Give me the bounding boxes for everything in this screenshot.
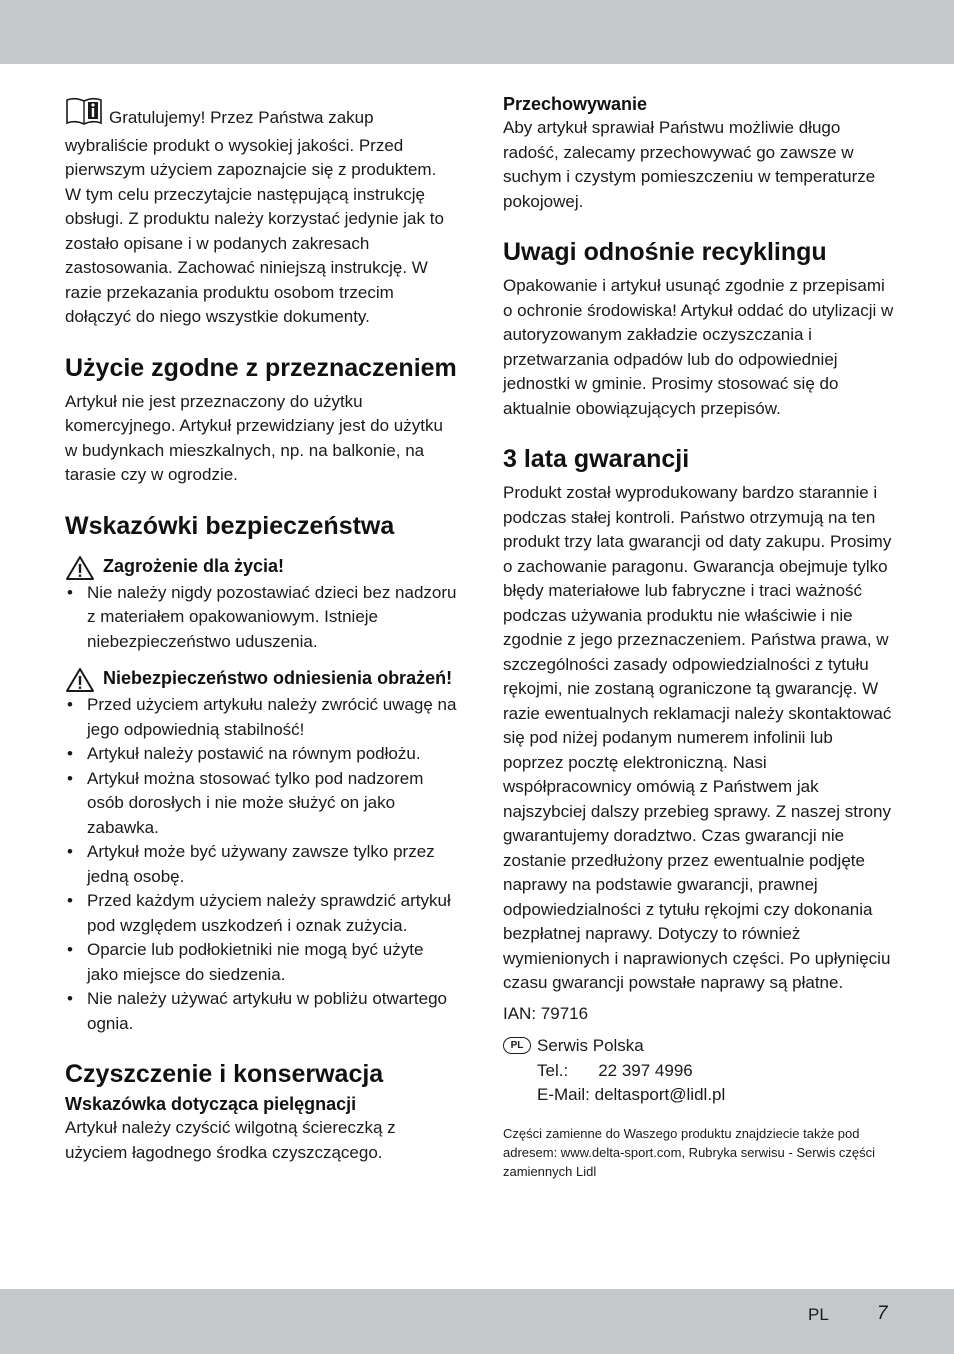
pl-country-badge: PL [503, 1037, 531, 1054]
spare-parts-note: Części zamienne do Waszego produktu znajdziecie także pod adresem: www.delta-sport.com, Rubryka serwisu - Serwis części zamiennych Lidl [503, 1125, 876, 1179]
service-lines [537, 1034, 725, 1108]
tel-value: 22 397 4996 [598, 1060, 693, 1080]
usage-text: Artykuł nie jest przeznaczony do użytku komercyjnego. Artykuł przewidziany jest do użytku w budynkach mieszkalnych, np. na balkonie, na tarasie czy w ogrodzie. [65, 391, 443, 484]
cleaning-subheading: Wskazówka dotycząca pielęgnacji [65, 1094, 357, 1114]
cleaning-heading: Czyszczenie i konserwacja [65, 1060, 384, 1088]
warning-injury-list [65, 693, 457, 1036]
tel-label: Tel.: [537, 1060, 569, 1080]
warning-triangle-icon [65, 555, 95, 581]
service-block [503, 1034, 895, 1108]
list-item: • Nie należy nigdy pozostawiać dzieci bez nadzoru z materiałem opakowaniowym. Istnieje niebezpieczeństwo uduszenia. [65, 581, 457, 655]
usage-heading: Użycie zgodne z przeznaczeniem [65, 353, 457, 382]
storage-heading: Przechowywanie [503, 94, 648, 114]
list-item: • Przed każdym użyciem należy sprawdzić artykuł pod względem uszkodzeń i oznak zużycia. [65, 889, 457, 938]
footer-language: PL [808, 1305, 829, 1324]
service-tel [537, 1059, 725, 1084]
cleaning-text: Artykuł należy czyścić wilgotną ściereczką z użyciem łagodnego środka czyszczącego. [65, 1118, 396, 1162]
warning-life-title: Zagrożenie dla życia! [103, 555, 285, 576]
page-number: 7 [877, 1303, 888, 1324]
ian-number: IAN: 79716 [503, 1003, 589, 1023]
top-band [0, 0, 954, 64]
left-column [65, 92, 457, 1165]
warning-triangle-icon [65, 667, 95, 693]
info-book-icon [65, 96, 103, 134]
storage-text: Aby artykuł sprawiał Państwu możliwie długo radość, zalecamy przechowywać go zawsze w suchym i czystym pomieszczeniu w temperaturze pokojowej. [503, 118, 876, 211]
recycling-text: Opakowanie i artykuł usunąć zgodnie z przepisami o ochronie środowiska! Artykuł oddać do utylizacji w autoryzowanym zakładzie oczyszczania i przetwarzania odpadów lub do odpowiedniej jednostki w gminie. Prosimy stosować się do aktualnie obowiązujących przepisów. [503, 276, 894, 418]
warranty-heading: 3 lata gwarancji [503, 445, 690, 473]
list-item: • Artykuł można stosować tylko pod nadzorem osób dorosłych i nie może służyć on jako zabawka. [65, 767, 457, 841]
list-item: • Przed użyciem artykułu należy zwrócić uwagę na jego odpowiednią stabilność! [65, 693, 457, 742]
warning-injury-title: Niebezpieczeństwo odniesienia obrażeń! [103, 668, 453, 688]
list-item: • Oparcie lub podłokietniki nie mogą być użyte jako miejsce do siedzenia. [65, 938, 457, 987]
intro-text: Gratulujemy! Przez Państwa zakup wybraliście produkt o wysokiej jakości. Przed pierwszym użyciem zapoznajcie się z produktem. W tym celu przeczytajcie następującą instrukcję obsługi. Z produktu należy korzystać jedynie jak to zostało opisane i w podanych zakresach zastosowania. Zachować niniejszą instrukcję. W razie przekazania produktu osobom trzecim dołączyć do niego wszystkie dokumenty. [65, 108, 444, 326]
list-item: • Nie należy używać artykułu w pobliżu otwartego ognia. [65, 987, 457, 1036]
intro-paragraph [65, 96, 457, 330]
warning-life-list [65, 581, 457, 655]
recycling-heading: Uwagi odnośnie recyklingu [503, 238, 827, 266]
list-item: • Artykuł może być używany zawsze tylko przez jedną osobę. [65, 840, 457, 889]
list-item: • Artykuł należy postawić na równym podłożu. [65, 742, 457, 767]
service-name: Serwis Polska [537, 1036, 644, 1055]
warranty-text: Produkt został wyprodukowany bardzo starannie i podczas stałej kontroli. Państwo otrzymują na ten produkt trzy lata gwarancji od daty zakupu. Prosimy o zachowanie paragonu. Gwarancja obejmuje tylko błędy materiałowe lub fabryczne i traci ważność podczas używania produktu nie właściwie i nie zgodnie z jego przeznaczeniem. Państwa prawa, w szczególności zasady odpowiedzialności z tytułu rękojmi, nie zostaną ograniczone tą gwarancję. W razie ewentualnych reklamacji należy skontaktować się pod niżej podanym numerem infolinii lub poprzez pocztę elektroniczną. Nasi współpracownicy omówią z Państwem jak najszybciej dalszy przebieg sprawy. Z naszej strony gwarantujemy doradztwo. Czas gwarancji nie zostanie przedłużony przez ewentualnie podjęte naprawy na podstawie gwarancji, prawnej odpowiedzialności z tytułu rękojmi czy dokonania bezpłatnej naprawy. Dotyczy to również wymienionych i naprawionych części. Po upłynięciu czasu gwarancji powstałe naprawy są płatne. [503, 483, 892, 992]
warning-injury [65, 666, 457, 693]
warning-life [65, 554, 457, 581]
right-column [503, 92, 895, 1181]
safety-heading: Wskazówki bezpieczeństwa [65, 511, 395, 540]
service-email: E-Mail: deltasport@lidl.pl [537, 1085, 726, 1104]
